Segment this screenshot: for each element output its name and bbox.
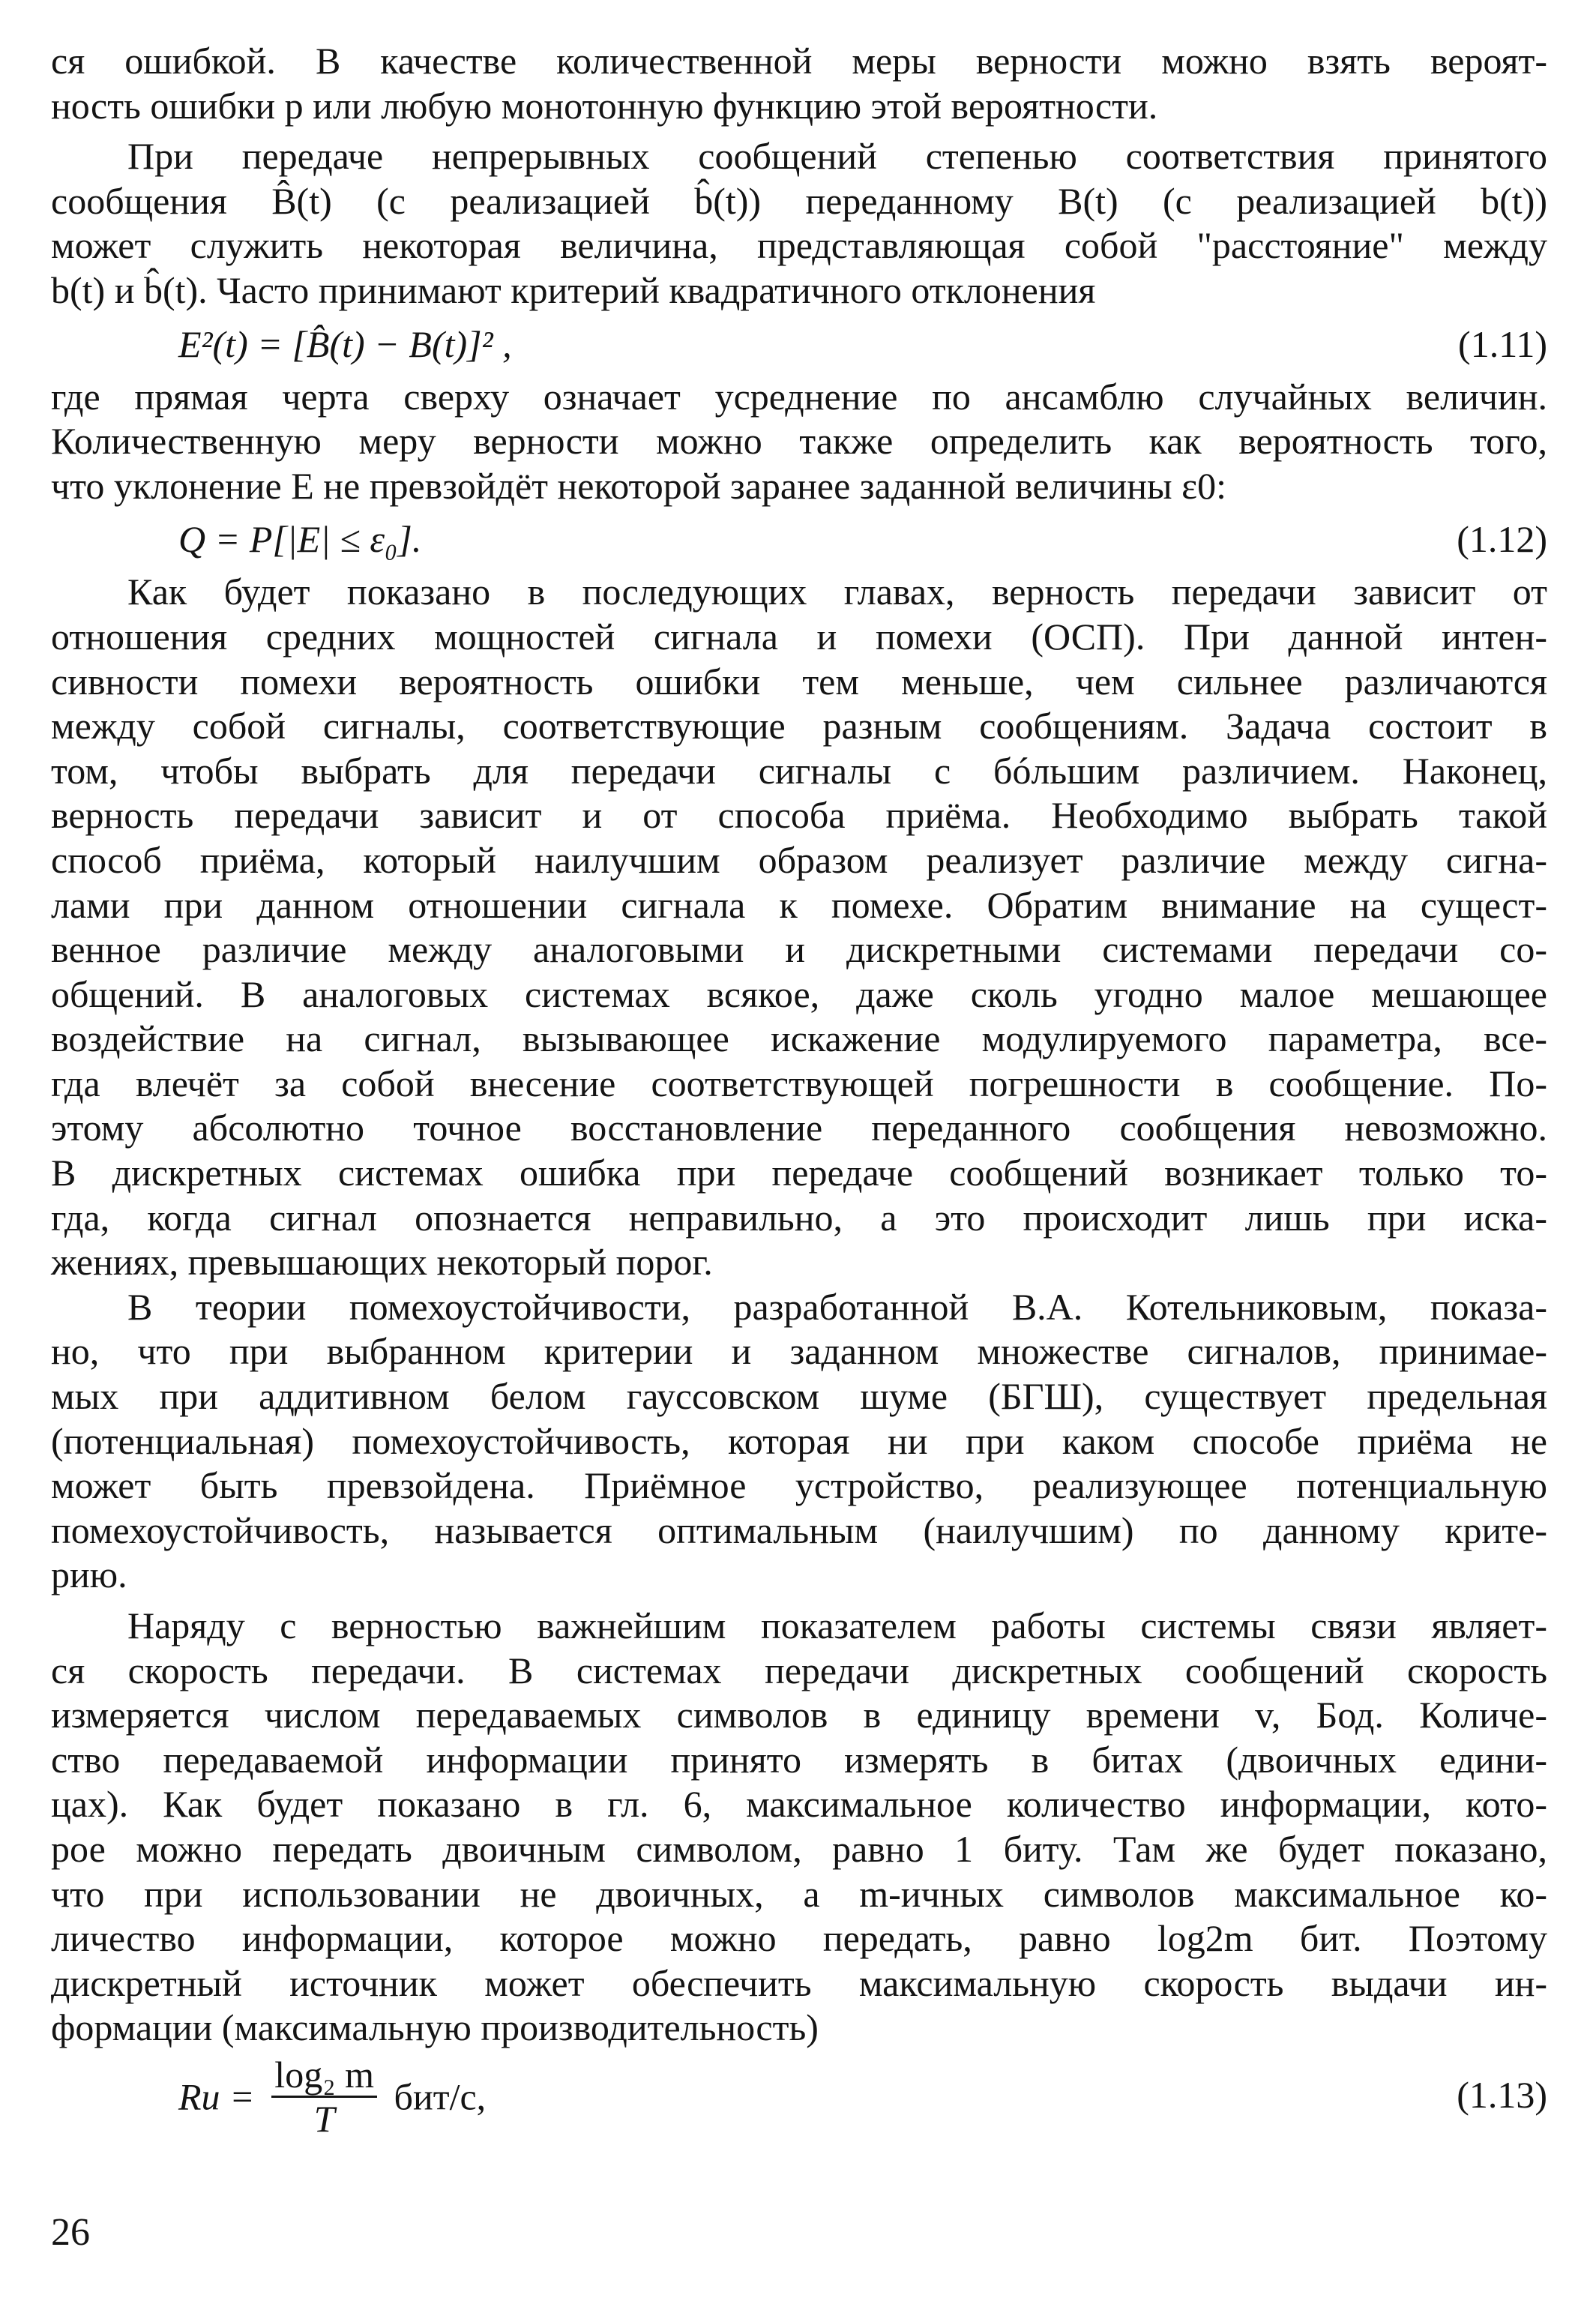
text-line: способ приёма, который наилучшим образом реализует различие между сигна- [51,838,1547,881]
formula-number: (1.11) [1458,322,1547,365]
text-line: жениях, превышающих некоторый порог. [51,1241,713,1284]
text-line: дискретный источник может обеспечить максимальную скорость выдачи ин- [51,1961,1547,2004]
text-line: личество информации, которое можно передать, равно log2m бит. Поэтому [51,1917,1547,1960]
text-line: венное различие между аналоговыми и дискретными системами передачи со- [51,928,1547,971]
text-line: (потенциальная) помехоустойчивость, которая ни при каком способе приёма не [51,1419,1547,1462]
text-line: цах). Как будет показано в гл. 6, максимальное количество информации, кото- [51,1783,1547,1826]
text-line: лами при данном отношении сигнала к помехе. Обратим внимание на сущест- [51,883,1547,926]
text-line: рое можно передать двоичным символом, равно 1 биту. Там же будет показано, [51,1827,1547,1870]
text-line: где прямая черта сверху означает усреднение по ансамблю случайных величин. [51,375,1547,418]
text-line: том, чтобы выбрать для передачи сигналы с бóльшим различием. Наконец, [51,749,1547,792]
text-line: между собой сигналы, соответствующие разным сообщениям. Задача состоит в [51,705,1547,748]
text-line: гда, когда сигнал опознается неправильно, а это происходит лишь при иска- [51,1196,1547,1239]
text-line: Количественную меру верности можно также определить как вероятность того, [51,420,1547,463]
formula-lhs: Rи = [178,2075,255,2118]
formula-expression: Q = P[|E| ≤ ε₀]. [178,518,422,561]
text-line: рию. [51,1553,127,1596]
formula-expression: E²(t) = [B̂(t) − B(t)]² , [178,322,512,365]
formula-numerator: log₂ m [271,2054,377,2098]
text-line: верность передачи зависит и от способа приёма. Необходимо выбрать такой [51,794,1547,837]
formula-1-13 [51,2051,1547,2139]
text-line: но, что при выбранном критерии и заданном множестве сигналов, принимае- [51,1330,1547,1373]
text-line: мых при аддитивном белом гауссовском шуме (БГШ), существует предельная [51,1375,1547,1418]
text-line: сивности помехи вероятность ошибки тем меньше, чем сильнее различаются [51,660,1547,703]
text-line: может быть превзойдена. Приёмное устройство, реализующее потенциальную [51,1464,1547,1507]
text-line: отношения средних мощностей сигнала и помехи (ОСП). При данной интен- [51,615,1547,658]
text-line: Как будет показано в последующих главах, верность передачи зависит от [127,571,1547,613]
text-line: гда влечёт за собой внесение соответствующей погрешности в сообщение. По- [51,1062,1547,1104]
text-line: может служить некоторая величина, представляющая собой "расстояние" между [51,224,1547,267]
text-line: В теории помехоустойчивости, разработанной В.А. Котельниковым, показа- [127,1285,1547,1328]
text-line: ство передаваемой информации принято измерять в битах (двоичных едини- [51,1738,1547,1781]
formula-denominator: T [313,2097,335,2140]
formula-1-11 [51,313,1547,375]
page-text [51,39,1547,2139]
text-line: этому абсолютно точное восстановление переданного сообщения невозможно. [51,1107,1547,1149]
text-line: помехоустойчивость, называется оптимальным (наилучшим) по данному крите- [51,1509,1547,1551]
formula-1-12 [51,508,1547,570]
text-line: измеряется числом передаваемых символов в единицу времени v, Бод. Количе- [51,1694,1547,1736]
text-line: В дискретных системах ошибка при передаче сообщений возникает только то- [51,1152,1547,1194]
text-line: ся скорость передачи. В системах передачи дискретных сообщений скорость [51,1649,1547,1691]
text-line: формации (максимальную производительность) [51,2006,819,2049]
text-line: сообщения B̂(t) (с реализацией b̂(t)) переданному B(t) (с реализацией b(t)) [51,179,1547,222]
text-line: ность ошибки p или любую монотонную функцию этой вероятности. [51,84,1158,127]
text-line: общений. В аналоговых системах всякое, даже сколь угодно малое мешающее [51,972,1547,1015]
text-line: b(t) и b̂(t). Часто принимают критерий квадратичного отклонения [51,268,1096,311]
formula-unit: бит/с, [394,2075,487,2118]
text-line: При передаче непрерывных сообщений степенью соответствия принятого [127,135,1547,178]
text-line: что при использовании не двоичных, а m-ичных символов максимальное ко- [51,1872,1547,1915]
text-line: воздействие на сигнал, вызывающее искажение модулируемого параметра, все- [51,1017,1547,1060]
formula-number: (1.12) [1457,518,1547,561]
text-line: ся ошибкой. В качестве количественной меры верности можно взять вероят- [51,40,1547,82]
text-line: Наряду с верностью важнейшим показателем работы системы связи являет- [127,1604,1547,1646]
page-number: 26 [51,2211,90,2254]
text-line: что уклонение E не превзойдёт некоторой заранее заданной величины ε0: [51,464,1226,507]
formula-number: (1.13) [1457,2073,1547,2116]
